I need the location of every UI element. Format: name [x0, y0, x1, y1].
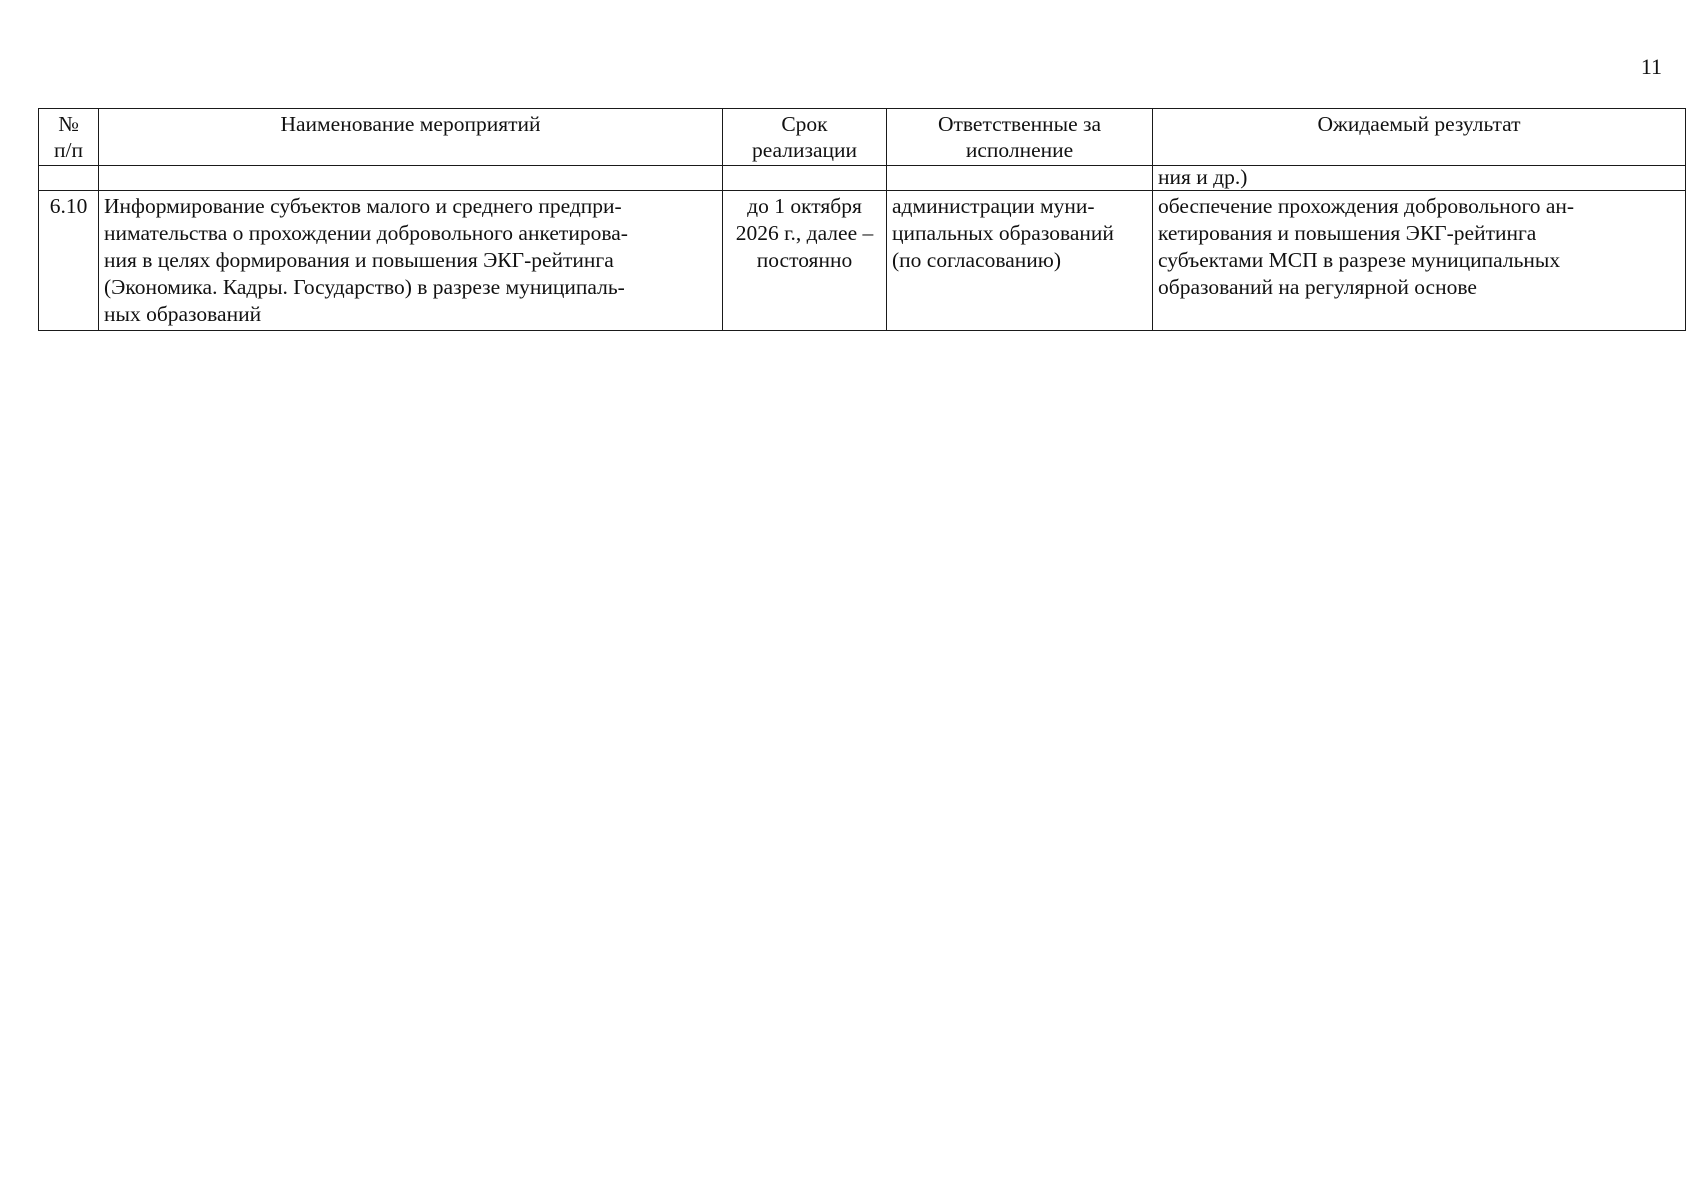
- table-row: [39, 191, 1686, 331]
- cell-responsible: [887, 166, 1153, 191]
- table-body: [39, 166, 1686, 331]
- cell-result: обеспечение прохождения добровольного ан- кетирования и повышения ЭКГ-рейтинга субъектами МСП в разрезе муниципальных образований на регулярной основе: [1153, 191, 1686, 331]
- cell-name: Информирование субъектов малого и среднего предпри- нимательства о прохождении добровольного анкетирова- ния в целях формирования и повышения ЭКГ-рейтинга (Экономика. Кадры. Государство) в разрезе муниципаль- ных образований: [99, 191, 723, 331]
- header-row: [39, 109, 1686, 166]
- header-result: Ожидаемый результат: [1153, 109, 1686, 166]
- cell-num: 6.10: [39, 191, 99, 331]
- cell-term: до 1 октября 2026 г., далее – постоянно: [723, 191, 887, 331]
- header-num: № п/п: [39, 109, 99, 166]
- page-number: 11: [1640, 54, 1662, 79]
- cell-name: [99, 166, 723, 191]
- header-name: Наименование мероприятий: [99, 109, 723, 166]
- table-header: [39, 109, 1686, 166]
- cell-result: ния и др.): [1153, 166, 1686, 191]
- cell-term: [723, 166, 887, 191]
- cell-responsible: администрации муни- ципальных образований (по согласованию): [887, 191, 1153, 331]
- header-responsible: Ответственные за исполнение: [887, 109, 1153, 166]
- table-row-continuation: [39, 166, 1686, 191]
- measures-table: [38, 108, 1686, 331]
- cell-num: [39, 166, 99, 191]
- header-term: Срок реализации: [723, 109, 887, 166]
